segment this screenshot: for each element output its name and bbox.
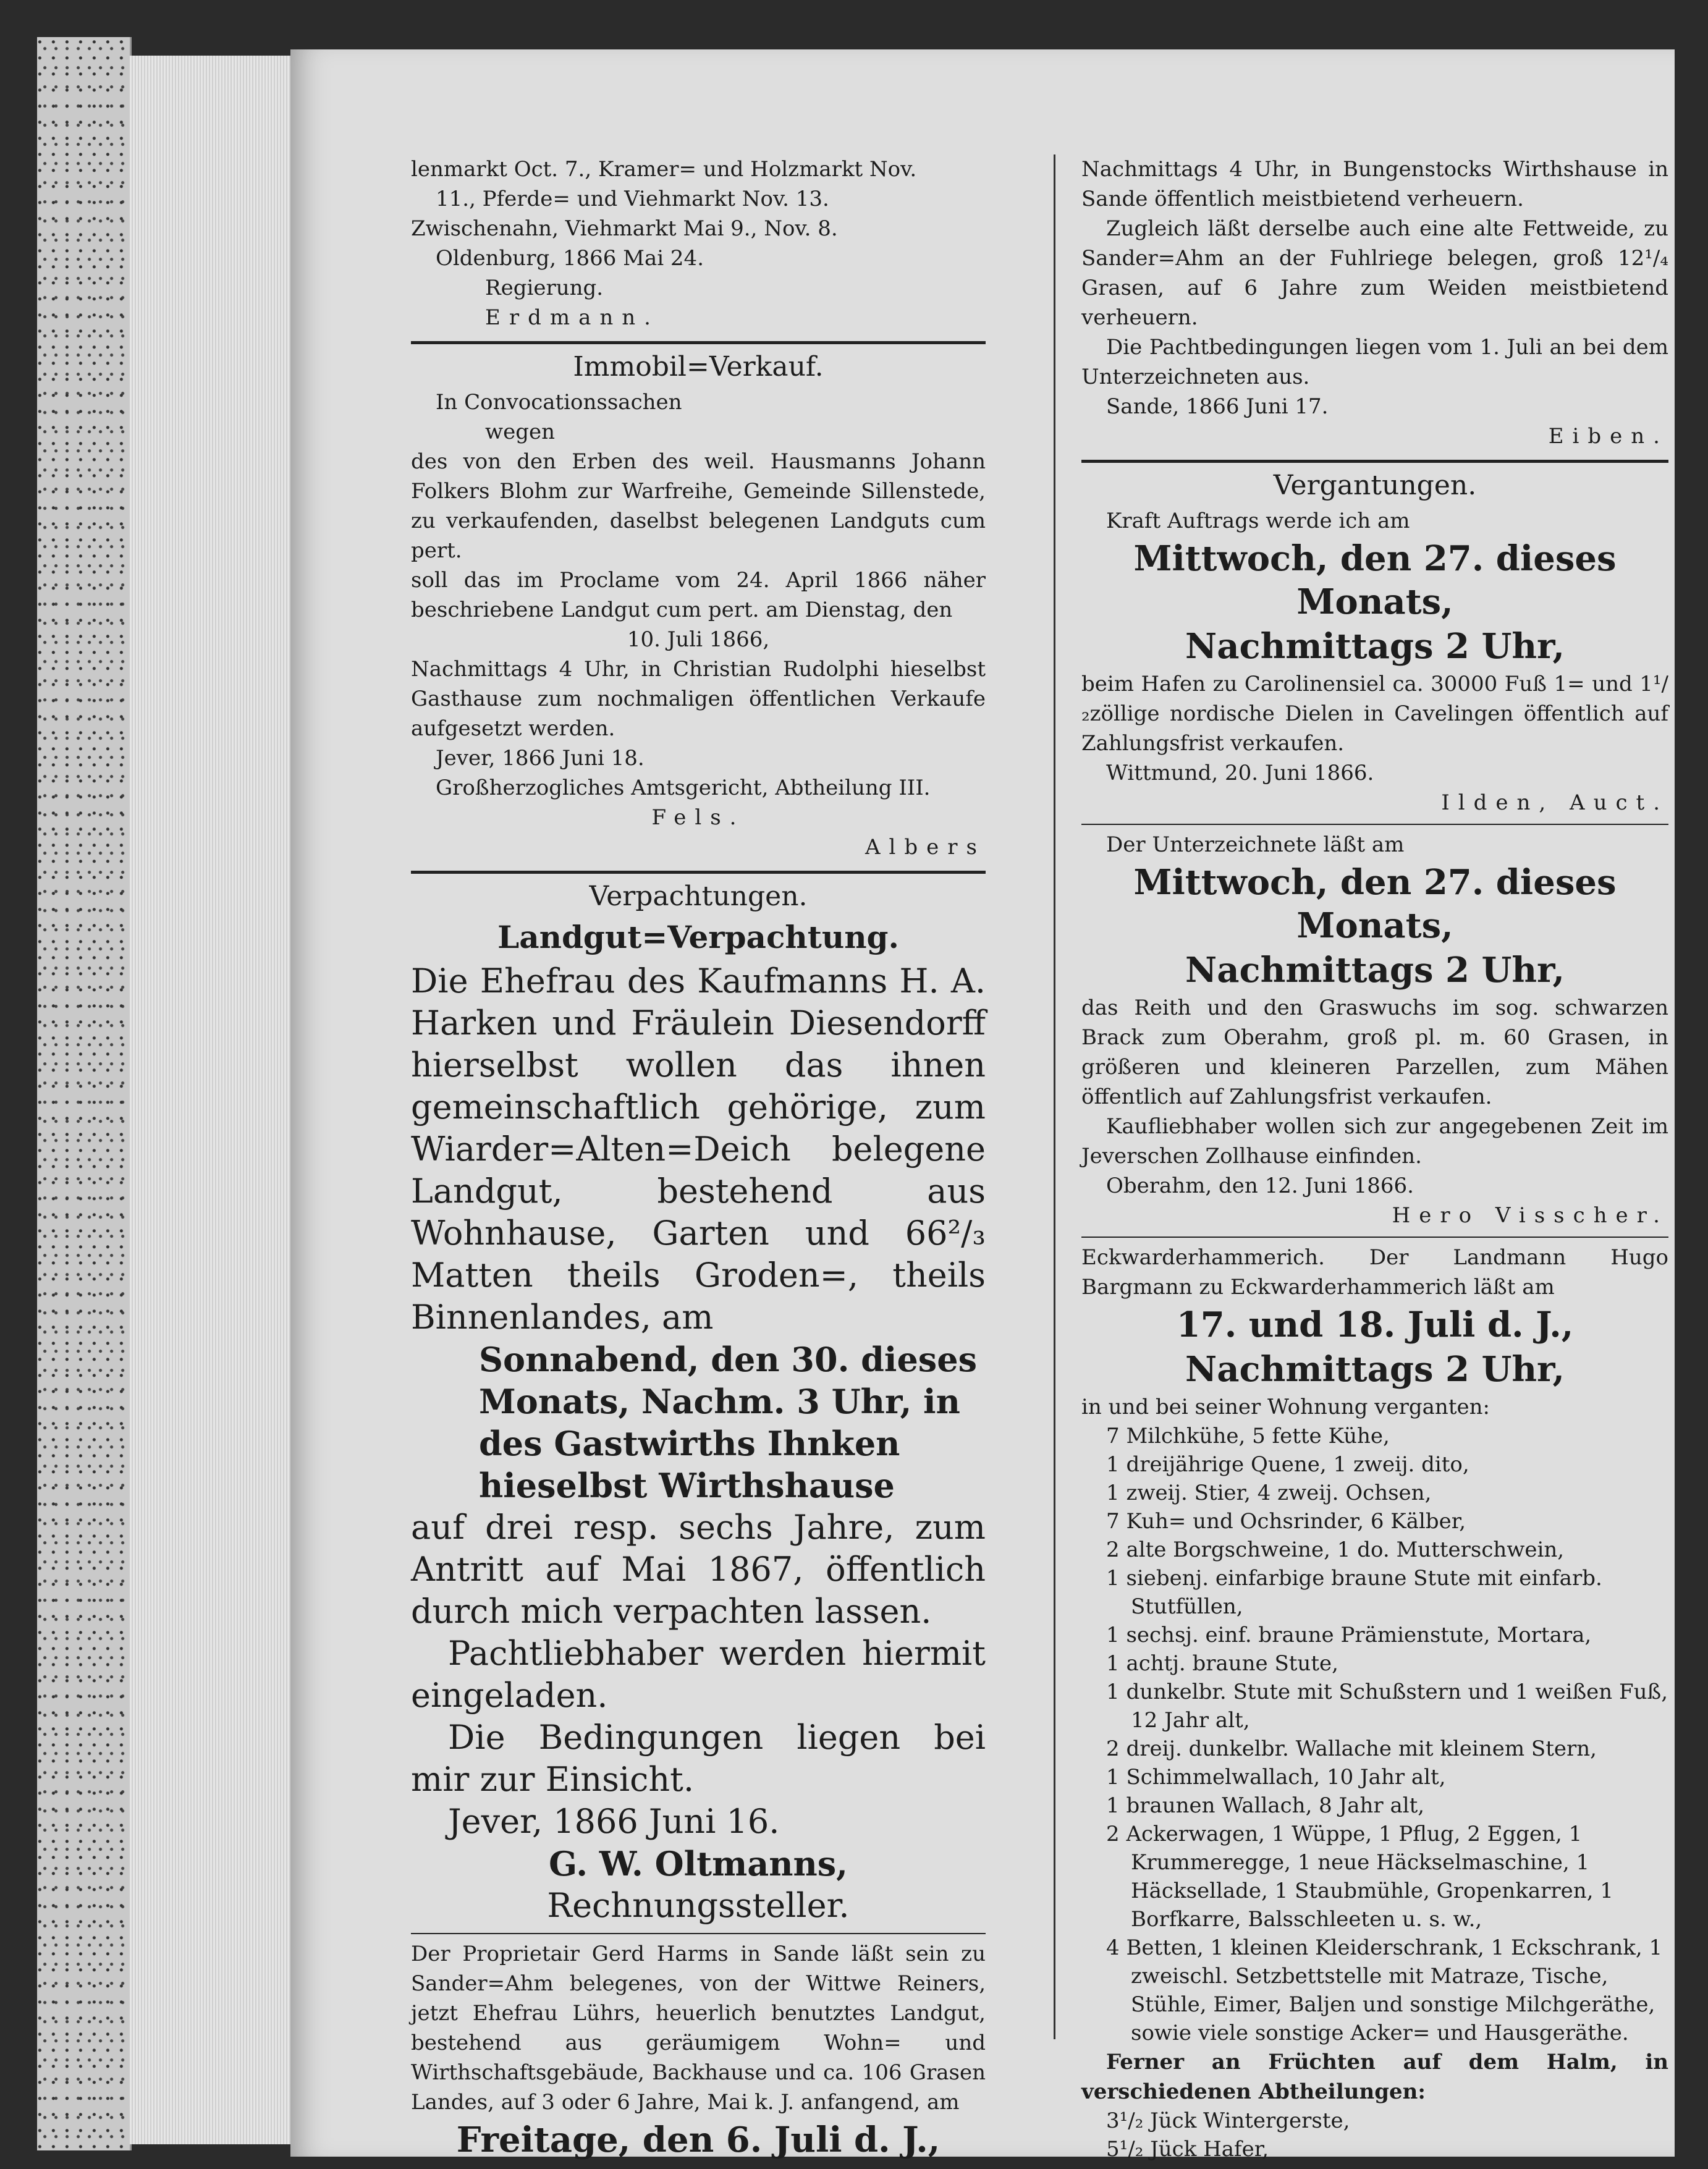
divider: [411, 1933, 986, 1934]
market-line: lenmarkt Oct. 7., Kramer= und Holzmarkt Nov.: [411, 157, 917, 182]
place-date: Jever, 1866 Juni 18.: [436, 746, 645, 771]
vergant-body: das Reith und den Graswuchs im sog. schwarzen Brack zum Oberahm, groß pl. m. 60 Grasen, in größeren und kleineren Parzellen, zum Mähen öffentlich auf Zahlungsfrist verkaufen.: [1081, 996, 1668, 1109]
ferner-heading: Ferner an Früchten auf dem Halm, in verschiedenen Abtheilungen:: [1081, 2050, 1668, 2104]
vergant-time: Nachmittags 2 Uhr,: [1185, 1349, 1565, 1390]
page-stack: [130, 56, 297, 2144]
list-item: 1 sechsj. einf. braune Prämienstute, Mortara,: [1106, 1623, 1592, 1647]
immobil-line: In Convocationssachen: [436, 390, 682, 415]
authority: Regierung.: [485, 276, 604, 300]
list-item: 1 siebenj. einfarbige braune Stute mit einfarb. Stutfüllen,: [1106, 1566, 1602, 1619]
list-item: 1 zweij. Stier, 4 zweij. Ochsen,: [1106, 1481, 1432, 1505]
list-item: 1 Schimmelwallach, 10 Jahr alt,: [1106, 1765, 1446, 1790]
verpacht-body: Die Ehefrau des Kaufmanns H. A. Harken und Fräulein Diesendorff hierselbst wollen das ihnen gemeinschaftlich gehörige, zum Wiarder=Alten=Deich belegene Landgut, bestehend aus Wohnhause, Garten und 66²/₃ Matten theils Groden=, theils Binnenlandes, am: [411, 962, 986, 1337]
list-item: 2 dreij. dunkelbr. Wallache mit kleinem Stern,: [1106, 1736, 1597, 1761]
signer: Fels.: [651, 805, 745, 830]
right-column: [1081, 154, 1668, 2163]
list-item: 1 dreijährige Quene, 1 zweij. dito,: [1106, 1452, 1469, 1477]
vergant-time: Nachmittags 2 Uhr,: [1185, 950, 1565, 991]
vergant-intro: Kraft Auftrags werde ich am: [1106, 509, 1410, 533]
verpacht-body: Die Bedingungen liegen bei mir zur Einsicht.: [411, 1718, 986, 1799]
immobil-heading: Immobil=Verkauf.: [573, 351, 824, 383]
verpacht-heading: Landgut=Verpachtung.: [497, 919, 899, 955]
book-edge: [37, 37, 132, 2150]
list-item: 3¹/₂ Jück Wintergerste,: [1106, 2108, 1350, 2133]
vergant-intro: Der Unterzeichnete läßt am: [1106, 832, 1405, 857]
signer-role: Rechnungssteller.: [547, 1886, 850, 1925]
signer: Albers: [865, 835, 986, 860]
vergant-body: Kaufliebhaber wollen sich zur angegebenen Zeit im Jeverschen Zollhause einfinden.: [1081, 1114, 1668, 1169]
vergant-time: Nachmittags 2 Uhr,: [1185, 626, 1565, 667]
list-item: 7 Kuh= und Ochsrinder, 6 Kälber,: [1106, 1509, 1466, 1534]
divider: [1081, 460, 1668, 463]
divider: [1081, 1237, 1668, 1238]
verpacht-body: auf drei resp. sechs Jahre, zum Antritt auf Mai 1867, öffentlich durch mich verpachten lassen.: [411, 1508, 986, 1631]
immobil-line: wegen: [485, 420, 556, 444]
signer: G. W. Oltmanns,: [549, 1844, 848, 1884]
list-item: 2 alte Borgschweine, 1 do. Mutterschwein,: [1106, 1537, 1565, 1562]
place-date: Oberahm, den 12. Juni 1866.: [1106, 1173, 1414, 1198]
market-line: Oldenburg, 1866 Mai 24.: [436, 246, 704, 271]
market-line: 11., Pferde= und Viehmarkt Nov. 13.: [436, 187, 829, 211]
list-item: 1 dunkelbr. Stute mit Schußstern und 1 weißen Fuß, 12 Jahr alt,: [1106, 1680, 1668, 1733]
signer: Hero Visscher.: [1392, 1203, 1668, 1228]
harms-cont: Zugleich läßt derselbe auch eine alte Fettweide, zu Sander=Ahm an der Fuhlriege belegen, groß 12¹/₄ Grasen, auf 6 Jahre zum Weiden meistbietend verheuern.: [1081, 216, 1668, 330]
harms-cont: Die Pachtbedingungen liegen vom 1. Juli an bei dem Unterzeichneten aus.: [1081, 335, 1668, 389]
list-item: 1 achtj. braune Stute,: [1106, 1651, 1338, 1676]
vergant-date: Mittwoch, den 27. dieses Monats,: [1133, 862, 1617, 946]
list-item: 1 braunen Wallach, 8 Jahr alt,: [1106, 1793, 1425, 1818]
place-date: Sande, 1866 Juni 17.: [1106, 394, 1329, 419]
signer: Eiben.: [1548, 424, 1668, 449]
harms-cont: Nachmittags 4 Uhr, in Bungenstocks Wirthshause in Sande öffentlich meistbietend verheuern.: [1081, 157, 1668, 211]
signer: Erdmann.: [485, 305, 659, 330]
section-heading: Verpachtungen.: [589, 881, 808, 912]
left-column: [411, 154, 986, 2163]
auction-items: [1081, 1422, 1668, 2047]
newspaper-page: [290, 49, 1675, 2162]
place-date: Jever, 1866 Juni 16.: [448, 1802, 780, 1841]
immobil-date: 10. Juli 1866,: [627, 627, 770, 652]
verpacht-body: Pachtliebhaber werden hiermit eingeladen.: [411, 1634, 986, 1715]
vergant-date: 17. und 18. Juli d. J.,: [1176, 1304, 1574, 1345]
immobil-body: des von den Erben des weil. Hausmanns Johann Folkers Blohm zur Warfreihe, Gemeinde Sillenstede, zu verkaufenden, daselbst belegenen Landguts cum pert.: [411, 449, 986, 563]
signer: Ilden, Auct.: [1441, 790, 1668, 815]
list-item: 2 Ackerwagen, 1 Wüppe, 1 Pflug, 2 Eggen, 1 Krummeregge, 1 neue Häckselmaschine, 1 Häcksellade, 1 Staubmühle, Gropenkarren, 1 Borfkarre, Balsschleeten u. s. w.,: [1106, 1822, 1613, 1932]
list-item: 4 Betten, 1 kleinen Kleiderschrank, 1 Eckschrank, 1 zweischl. Setzbettstelle mit Matraze, Tische, Stühle, Eimer, Baljen und sonstige Milchgeräthe, sowie viele sonstige Acker= und Hausgeräthe.: [1106, 1935, 1663, 2045]
immobil-body: Nachmittags 4 Uhr, in Christian Rudolphi hieselbst Gasthause zum nochmaligen öffentlichen Verkaufe aufgesetzt werden.: [411, 657, 986, 741]
place-date: Wittmund, 20. Juni 1866.: [1106, 761, 1374, 785]
verpacht-date: Sonnabend, den 30. dieses Monats, Nachm. 3 Uhr, in des Gastwirths Ihnken hieselbst Wirthshause: [479, 1340, 977, 1505]
column-rule: [1054, 154, 1055, 2039]
court-name: Großherzogliches Amtsgericht, Abtheilung III.: [436, 776, 931, 800]
divider: [1081, 824, 1668, 825]
vergant-body: beim Hafen zu Carolinensiel ca. 30000 Fuß 1= und 1¹/₂zöllige nordische Dielen in Cavelingen öffentlich auf Zahlungsfrist verkaufen.: [1081, 672, 1668, 756]
list-item: 7 Milchkühe, 5 fette Kühe,: [1106, 1424, 1390, 1448]
harms-date: Freitage, den 6. Juli d. J.,: [456, 2120, 941, 2160]
bargmann-intro: Eckwarderhammerich. Der Landmann Hugo Bargmann zu Eckwarderhammerich läßt am: [1081, 1245, 1668, 1300]
divider: [411, 871, 986, 874]
list-item: 5¹/₂ Jück Hafer,: [1106, 2137, 1269, 2162]
vergant-date: Mittwoch, den 27. dieses Monats,: [1133, 538, 1617, 622]
immobil-body: soll das im Proclame vom 24. April 1866 näher beschriebene Landgut cum pert. am Dienstag, den: [411, 568, 986, 622]
section-heading: Vergantungen.: [1273, 470, 1477, 501]
vergant-intro: in und bei seiner Wohnung verganten:: [1081, 1395, 1490, 1419]
harms-body: Der Proprietair Gerd Harms in Sande läßt sein zu Sander=Ahm belegenes, von der Wittwe Reiners, jetzt Ehefrau Lührs, heuerlich benutztes Landgut, bestehend aus geräumigem Wohn= und Wirthschaftsgebäude, Backhause und ca. 106 Grasen Landes, auf 3 oder 6 Jahre, Mai k. J. anfangend, am: [411, 1942, 986, 2115]
market-line: Zwischenahn, Viehmarkt Mai 9., Nov. 8.: [411, 216, 838, 241]
divider: [411, 341, 986, 344]
